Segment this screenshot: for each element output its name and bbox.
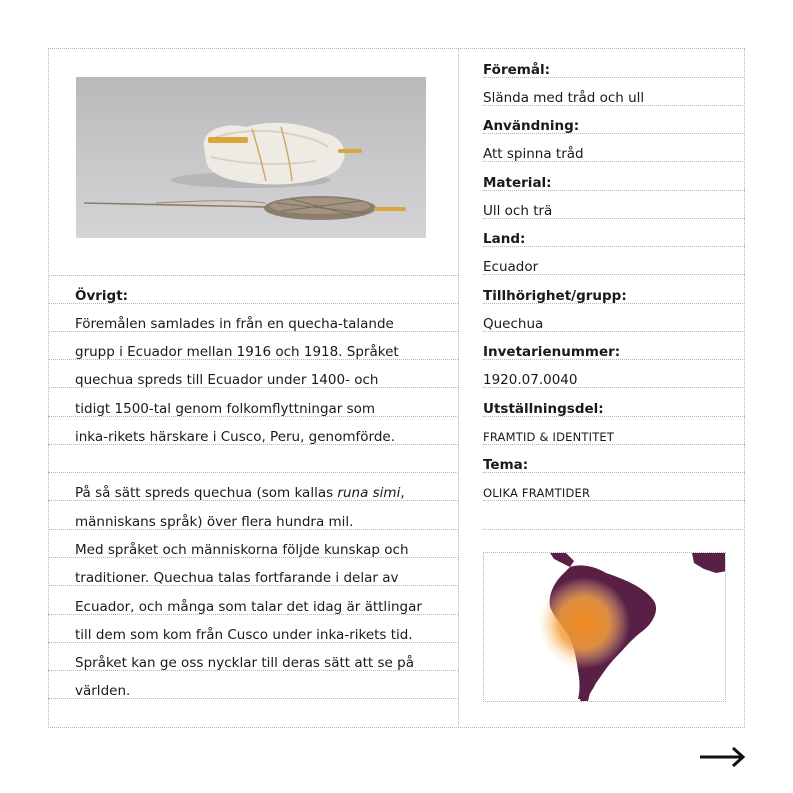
field-value-inventarienummer: 1920.07.0040 [483, 360, 745, 388]
text-line: traditioner. Quechua talas fortfarande i delar av [48, 558, 458, 586]
text-line: världen. [48, 671, 458, 699]
field-value-material: Ull och trä [483, 191, 745, 219]
text-line: inka-rikets härskare i Cusco, Peru, genomförde. [48, 417, 458, 445]
text-line: Språket kan ge oss nycklar till deras sätt att se på [48, 643, 458, 671]
spindle-with-wool-image [76, 77, 426, 238]
field-label-utstallningsdel: Utställningsdel: [483, 389, 745, 417]
field-spacer [483, 502, 745, 530]
field-label-material: Material: [483, 163, 745, 191]
column-divider [458, 48, 459, 728]
field-value-foremal: Slända med tråd och ull [483, 78, 745, 106]
south-america-map [483, 552, 726, 702]
text-line: På så sätt spreds quechua (som kallas runa simi, [48, 473, 458, 501]
text-line: Föremålen samlades in från en quecha-talande [48, 304, 458, 332]
field-label-tillhorighet: Tillhörighet/grupp: [483, 276, 745, 304]
field-label-foremal: Föremål: [483, 50, 745, 78]
text-line: grupp i Ecuador mellan 1916 och 1918. Språket [48, 332, 458, 360]
arrow-right-icon[interactable] [700, 746, 746, 768]
field-value-anvandning: Att spinna tråd [483, 134, 745, 162]
field-label-tema: Tema: [483, 445, 745, 473]
field-label-anvandning: Användning: [483, 106, 745, 134]
text-line: quechua spreds till Ecuador under 1400- och [48, 360, 458, 388]
field-label-inventarienummer: Invetarienummer: [483, 332, 745, 360]
text-line: Med språket och människorna följde kunskap och [48, 530, 458, 558]
text-line: till dem som kom från Cusco under inka-rikets tid. [48, 615, 458, 643]
field-label-land: Land: [483, 219, 745, 247]
text-line: människans språk) över flera hundra mil. [48, 502, 458, 530]
text-line: Ecuador, och många som talar det idag är ättlingar [48, 587, 458, 615]
field-value-tema: OLIKA FRAMTIDER [483, 473, 745, 501]
text-line: tidigt 1500-tal genom folkomflyttningar som [48, 389, 458, 417]
field-value-land: Ecuador [483, 247, 745, 275]
ovrigt-heading: Övrigt: [48, 276, 458, 304]
ovrigt-top-rule [48, 248, 458, 276]
field-value-tillhorighet: Quechua [483, 304, 745, 332]
runa-simi-term: runa simi [337, 485, 401, 501]
blank-line [48, 445, 458, 473]
field-value-utstallningsdel: FRAMTID & IDENTITET [483, 417, 745, 445]
